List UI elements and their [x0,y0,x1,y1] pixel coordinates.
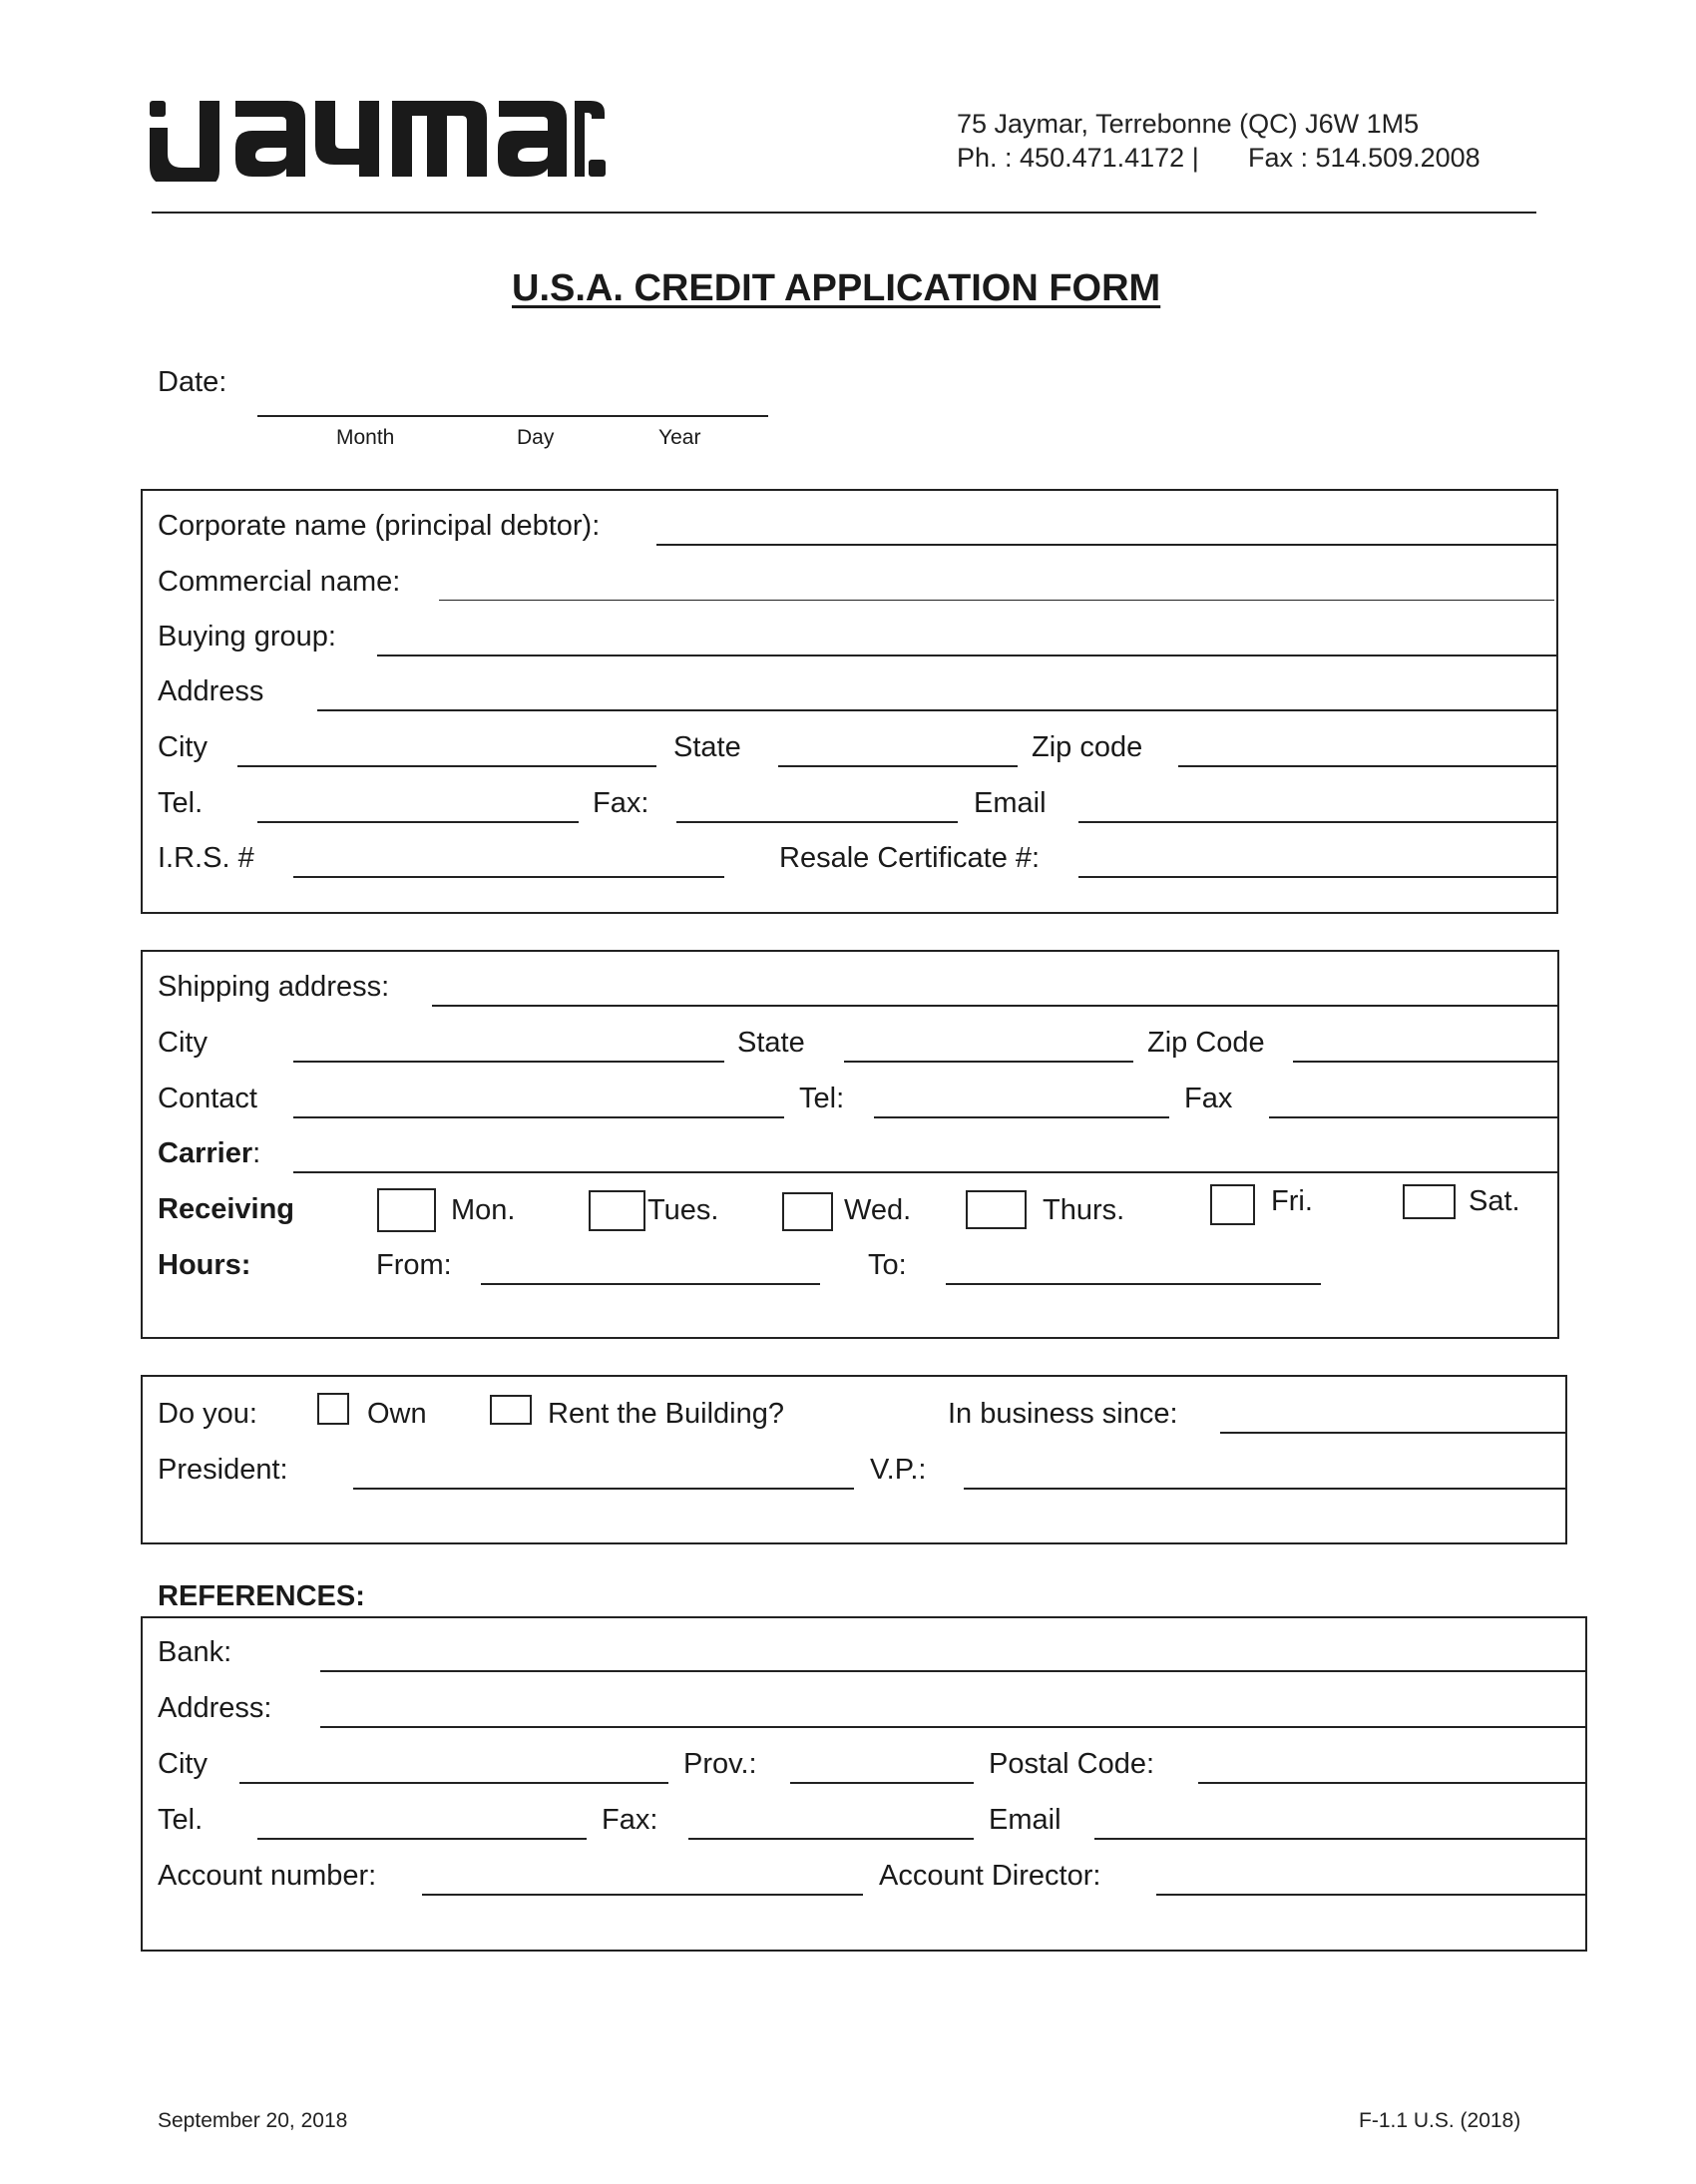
do-you-label: Do you: [158,1398,257,1430]
bank-field[interactable] [320,1670,1587,1672]
monday-checkbox[interactable] [377,1188,436,1232]
date-day-label: Day [517,426,555,449]
corporate-name-field[interactable] [656,544,1558,546]
ref-email-field[interactable] [1094,1838,1587,1840]
hours-label: Hours: [158,1249,251,1281]
header-phone: Ph. : 450.471.4172 | [957,143,1199,173]
shipping-tel-label: Tel: [799,1083,845,1114]
tuesday-label: Tues. [647,1194,719,1226]
carrier-label-text: Carrier [158,1137,253,1169]
shipping-zip-label: Zip Code [1147,1027,1265,1059]
hours-to-label: To: [868,1249,907,1281]
saturday-label: Sat. [1469,1185,1520,1217]
own-label: Own [367,1398,427,1430]
resale-field[interactable] [1078,876,1558,878]
ref-fax-label: Fax: [602,1804,658,1836]
ref-address-field[interactable] [320,1726,1587,1728]
ref-tel-label: Tel. [158,1804,204,1836]
business-since-field[interactable] [1220,1432,1567,1434]
building-section [141,1375,1567,1544]
date-month-label: Month [336,426,395,449]
friday-label: Fri. [1271,1185,1313,1217]
city-label: City [158,731,208,763]
fax-label: Fax: [593,787,649,819]
buying-group-label: Buying group: [158,621,336,653]
hours-to-field[interactable] [946,1283,1321,1285]
vp-field[interactable] [964,1488,1567,1490]
resale-label: Resale Certificate #: [779,842,1041,874]
prov-label: Prov.: [683,1748,757,1780]
hours-from-label: From: [376,1249,452,1281]
ref-city-label: City [158,1748,208,1780]
president-label: President: [158,1454,288,1486]
shipping-state-field[interactable] [844,1061,1133,1063]
rent-label: Rent the Building? [548,1398,784,1430]
president-field[interactable] [353,1488,854,1490]
business-since-label: In business since: [948,1398,1178,1430]
bank-label: Bank: [158,1636,232,1668]
address-field[interactable] [317,709,1558,711]
commercial-name-label: Commercial name: [158,566,401,598]
hours-from-field[interactable] [481,1283,820,1285]
shipping-section [141,950,1559,1339]
account-director-field[interactable] [1156,1894,1587,1896]
account-number-label: Account number: [158,1860,377,1892]
thursday-checkbox[interactable] [966,1190,1027,1229]
rent-checkbox[interactable] [490,1395,532,1425]
footer-form-code: F-1.1 U.S. (2018) [1359,2109,1521,2132]
ref-email-label: Email [989,1804,1061,1836]
zip-label: Zip code [1032,731,1143,763]
shipping-state-label: State [737,1027,805,1059]
buying-group-field[interactable] [377,655,1558,656]
ref-tel-field[interactable] [257,1838,587,1840]
shipping-city-label: City [158,1027,208,1059]
ref-city-field[interactable] [239,1782,668,1784]
corporate-name-label: Corporate name (principal debtor): [158,510,601,542]
date-label: Date: [158,366,227,398]
shipping-city-field[interactable] [293,1061,724,1063]
ref-fax-field[interactable] [688,1838,974,1840]
fax-field[interactable] [676,821,958,823]
references-section [141,1616,1587,1952]
tuesday-checkbox[interactable] [589,1190,645,1231]
email-field[interactable] [1078,821,1558,823]
state-label: State [673,731,741,763]
carrier-colon: : [252,1137,261,1169]
date-field[interactable] [257,415,768,417]
friday-checkbox[interactable] [1210,1184,1255,1225]
shipping-address-label: Shipping address: [158,971,390,1003]
prov-field[interactable] [790,1782,974,1784]
references-heading: REFERENCES: [158,1580,365,1612]
irs-field[interactable] [293,876,724,878]
postal-code-field[interactable] [1198,1782,1587,1784]
irs-label: I.R.S. # [158,842,254,874]
header-divider [152,212,1536,214]
account-director-label: Account Director: [879,1860,1101,1892]
zip-field[interactable] [1178,765,1558,767]
tel-label: Tel. [158,787,204,819]
shipping-fax-field[interactable] [1269,1116,1559,1118]
commercial-name-field[interactable] [439,600,1554,601]
footer-date: September 20, 2018 [158,2109,348,2132]
shipping-zip-field[interactable] [1293,1061,1559,1063]
date-year-label: Year [658,426,701,449]
saturday-checkbox[interactable] [1403,1184,1456,1219]
shipping-fax-label: Fax [1184,1083,1233,1114]
own-checkbox[interactable] [317,1393,349,1425]
address-label: Address [158,675,264,707]
vp-label: V.P.: [870,1454,927,1486]
shipping-tel-field[interactable] [874,1116,1169,1118]
wednesday-checkbox[interactable] [782,1192,833,1231]
wednesday-label: Wed. [844,1194,912,1226]
jaymar-logo [150,96,609,182]
form-title: U.S.A. CREDIT APPLICATION FORM [512,267,1161,309]
header-address: 75 Jaymar, Terrebonne (QC) J6W 1M5 [957,109,1420,139]
carrier-label [158,1136,260,1170]
header-fax: Fax : 514.509.2008 [1248,143,1481,173]
email-label: Email [974,787,1047,819]
ref-address-label: Address: [158,1692,272,1724]
receiving-label: Receiving [158,1193,294,1225]
carrier-field[interactable] [293,1171,1559,1173]
account-number-field[interactable] [422,1894,863,1896]
monday-label: Mon. [451,1194,516,1226]
state-field[interactable] [778,765,1018,767]
shipping-address-field[interactable] [432,1005,1559,1007]
postal-code-label: Postal Code: [989,1748,1155,1780]
tel-field[interactable] [257,821,579,823]
city-field[interactable] [237,765,656,767]
thursday-label: Thurs. [1043,1194,1125,1226]
contact-label: Contact [158,1083,257,1114]
contact-field[interactable] [293,1116,784,1118]
